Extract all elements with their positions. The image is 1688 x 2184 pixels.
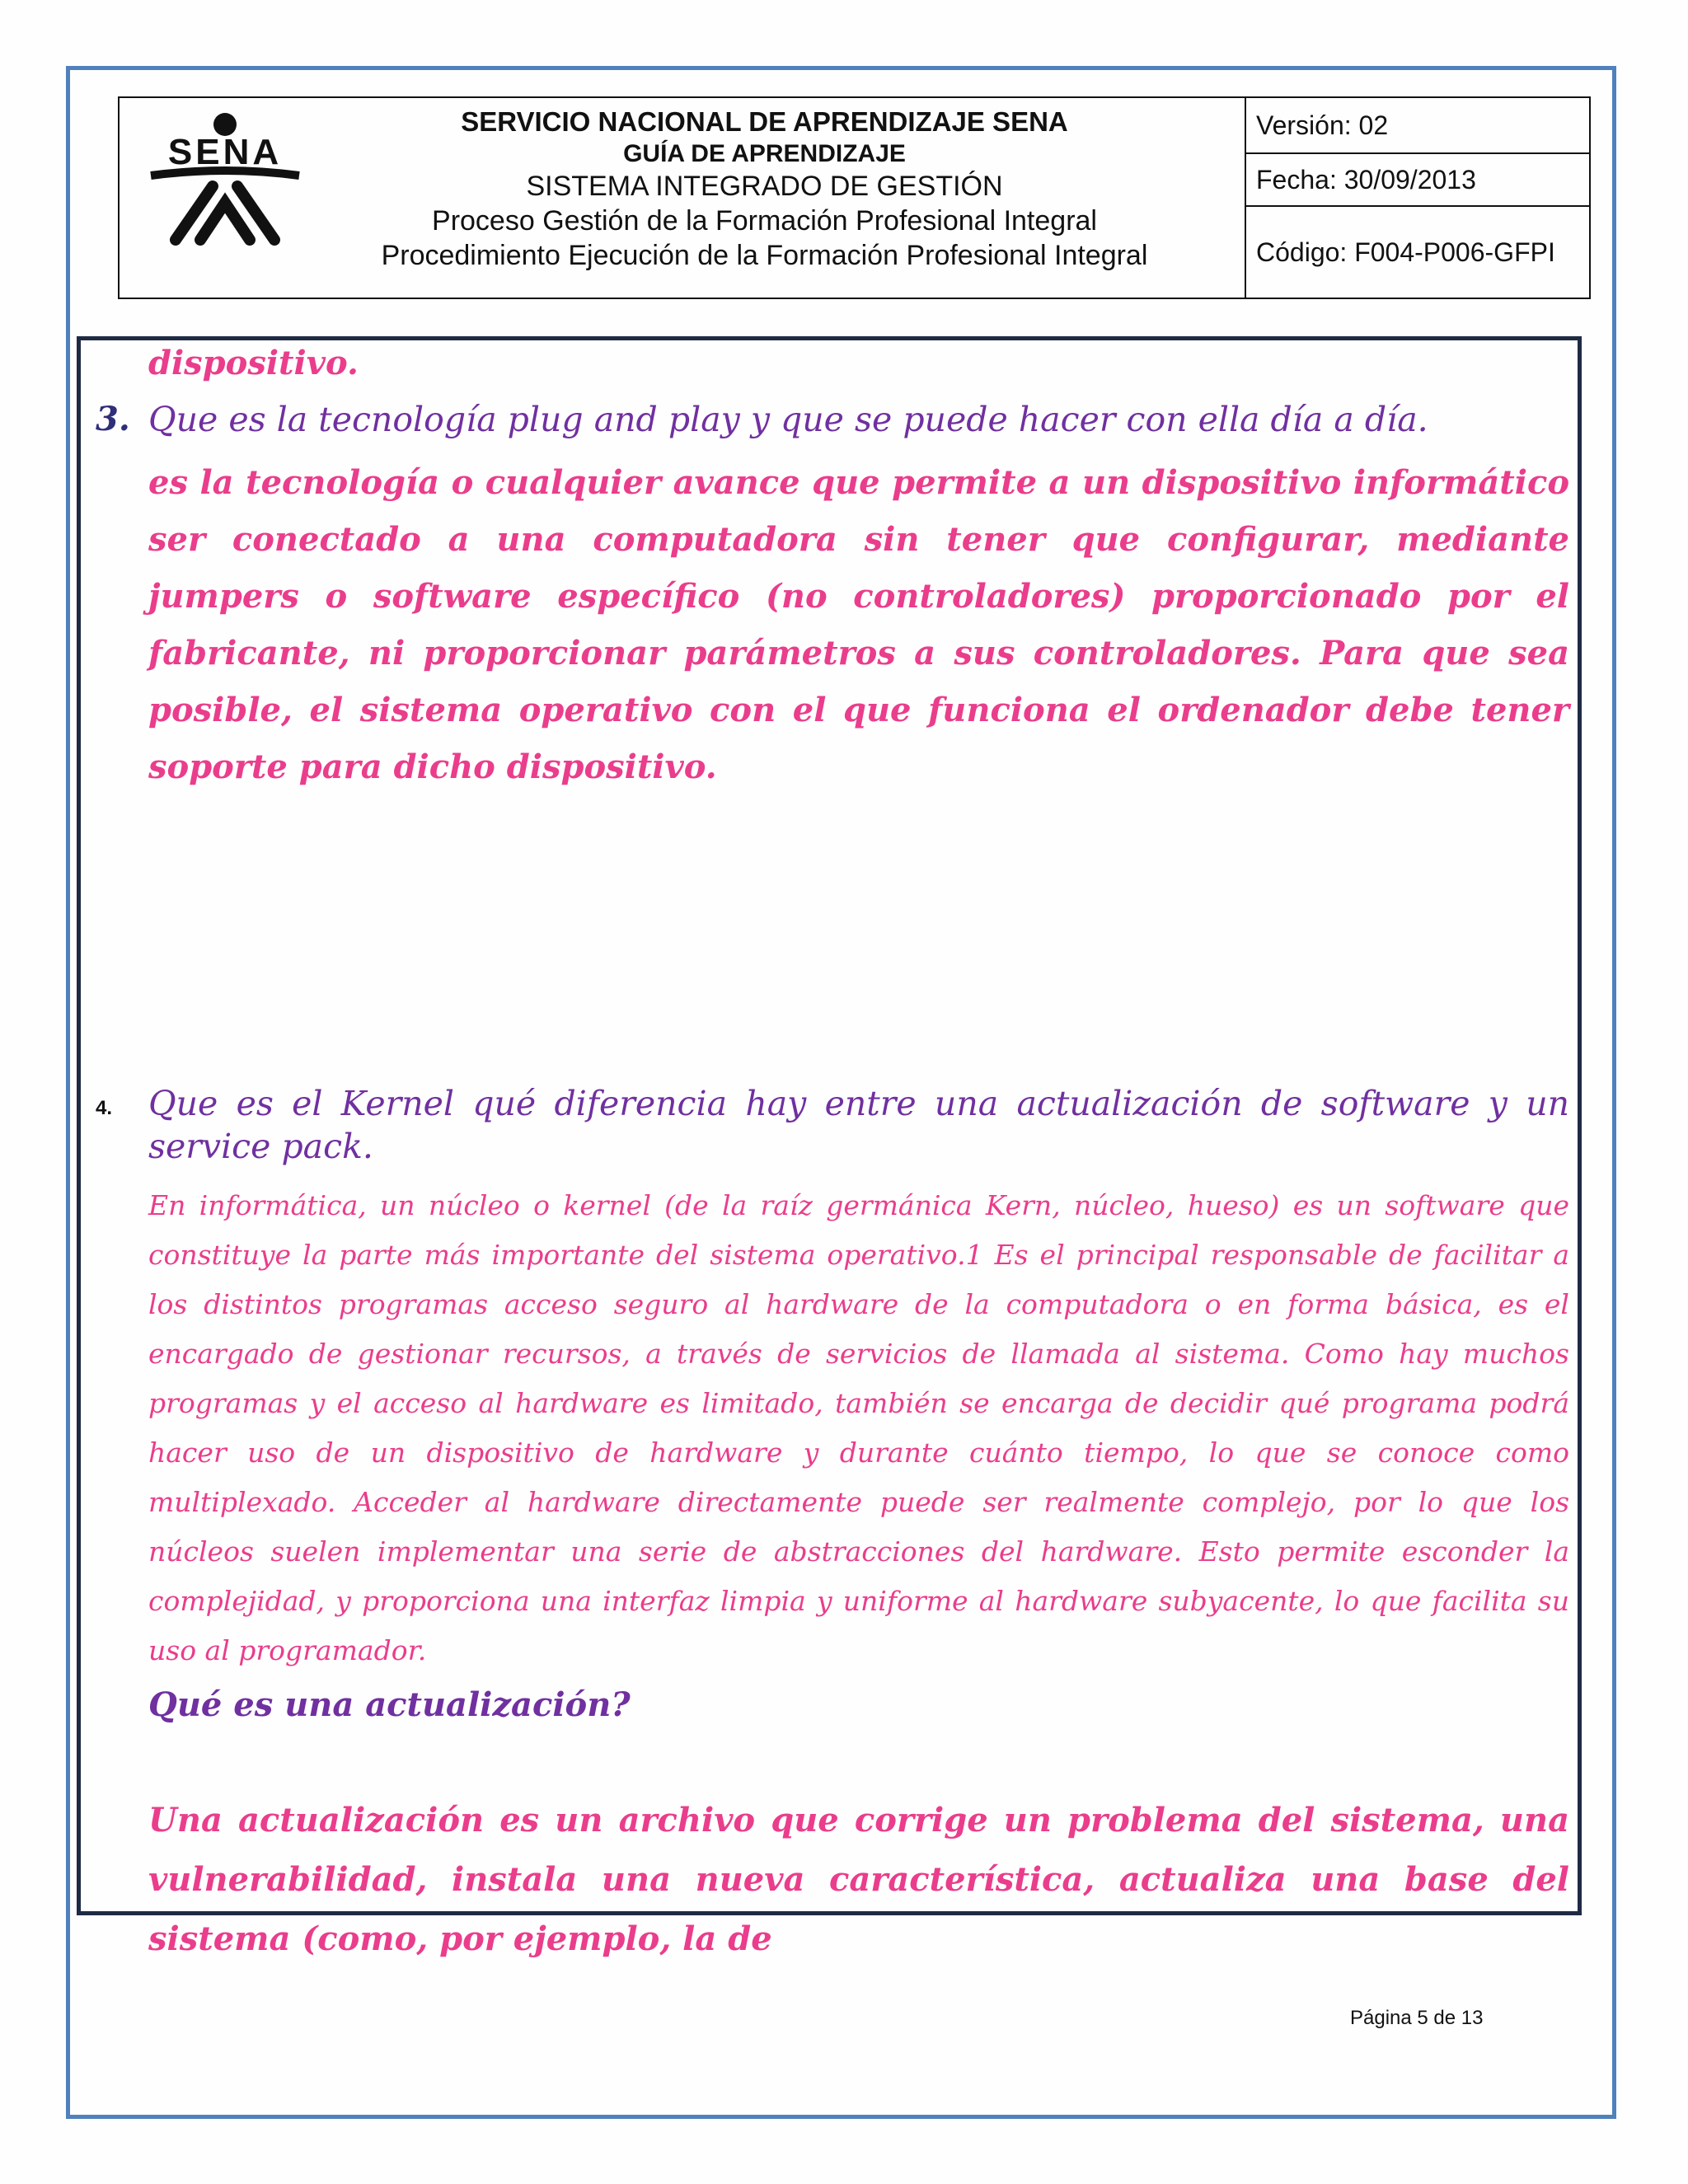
header-org: SERVICIO NACIONAL DE APRENDIZAJE SENA bbox=[461, 106, 1068, 137]
question-4-number: 4. bbox=[96, 1097, 113, 1119]
update-answer: Una actualización es un archivo que corrige un problema del sistema, una vulnerabilidad, instala una nueva característica, actualiza una base del sistema (como, por ejemplo, la de bbox=[148, 1801, 1569, 1958]
question-3-answer: es la tecnología o cualquier avance que permite a un dispositivo informático ser conectado a una computadora sin tener que configurar, mediante jumpers o software específico (no controladores) proporcionado por el fabricante, ni proporcionar parámetros a sus controladores. Para que sea posible, el sistema operativo con el que funciona el ordenador debe tener soporte para dicho dispositivo. bbox=[148, 463, 1569, 786]
sena-logo bbox=[143, 108, 307, 248]
header-code: Código: F004-P006-GFPI bbox=[1256, 237, 1555, 267]
content-box bbox=[77, 336, 1582, 1958]
header-version: Versión: 02 bbox=[1246, 98, 1589, 154]
previous-answer-tail: dispositivo. bbox=[148, 344, 359, 382]
sena-logo-text: SENA bbox=[167, 132, 283, 172]
header-guide: GUÍA DE APRENDIZAJE bbox=[623, 140, 906, 167]
header-date: Fecha: 30/09/2013 bbox=[1246, 154, 1589, 207]
header-process: Proceso Gestión de la Formación Profesional Integral bbox=[432, 205, 1097, 237]
question-4-text: Que es el Kernel qué diferencia hay entre una actualización de software y un service pack. bbox=[148, 1084, 1569, 1166]
page-number: Página 5 de 13 bbox=[1350, 2007, 1484, 2029]
question-4-answer: En informática, un núcleo o kernel (de la raíz germánica Kern, núcleo, hueso) es un software que constituye la parte más importante del sistema operativo.1 Es el principal responsable de facilitar a los distintos programas acceso seguro al hardware de la computadora o en forma básica, es el encargado de gestionar recursos, a través de servicios de llamada al sistema. Como hay muchos programas y el acceso al hardware es limitado, también se encarga de decidir qué programa podrá hacer uso de un dispositivo de hardware y durante cuánto tiempo, lo que se conoce como multiplexado. Acceder al hardware directamente puede ser realmente complejo, por lo que los núcleos suelen implementar una serie de abstracciones del hardware. Esto permite esconder la complejidad, y proporciona una interfaz limpia y uniforme al hardware subyacente, lo que facilita su uso al programador. bbox=[148, 1189, 1569, 1666]
header-title-cell bbox=[120, 98, 1246, 298]
header-meta-cell bbox=[1246, 98, 1589, 298]
header-system: SISTEMA INTEGRADO DE GESTIÓN bbox=[526, 171, 1003, 202]
update-heading: Qué es una actualización? bbox=[148, 1685, 631, 1724]
question-3-number: 3. bbox=[96, 400, 130, 438]
question-3-text: Que es la tecnología plug and play y que se puede hacer con ella día a día. bbox=[148, 400, 1428, 439]
header-procedure: Procedimiento Ejecución de la Formación Profesional Integral bbox=[381, 240, 1148, 271]
document-header bbox=[118, 96, 1591, 299]
